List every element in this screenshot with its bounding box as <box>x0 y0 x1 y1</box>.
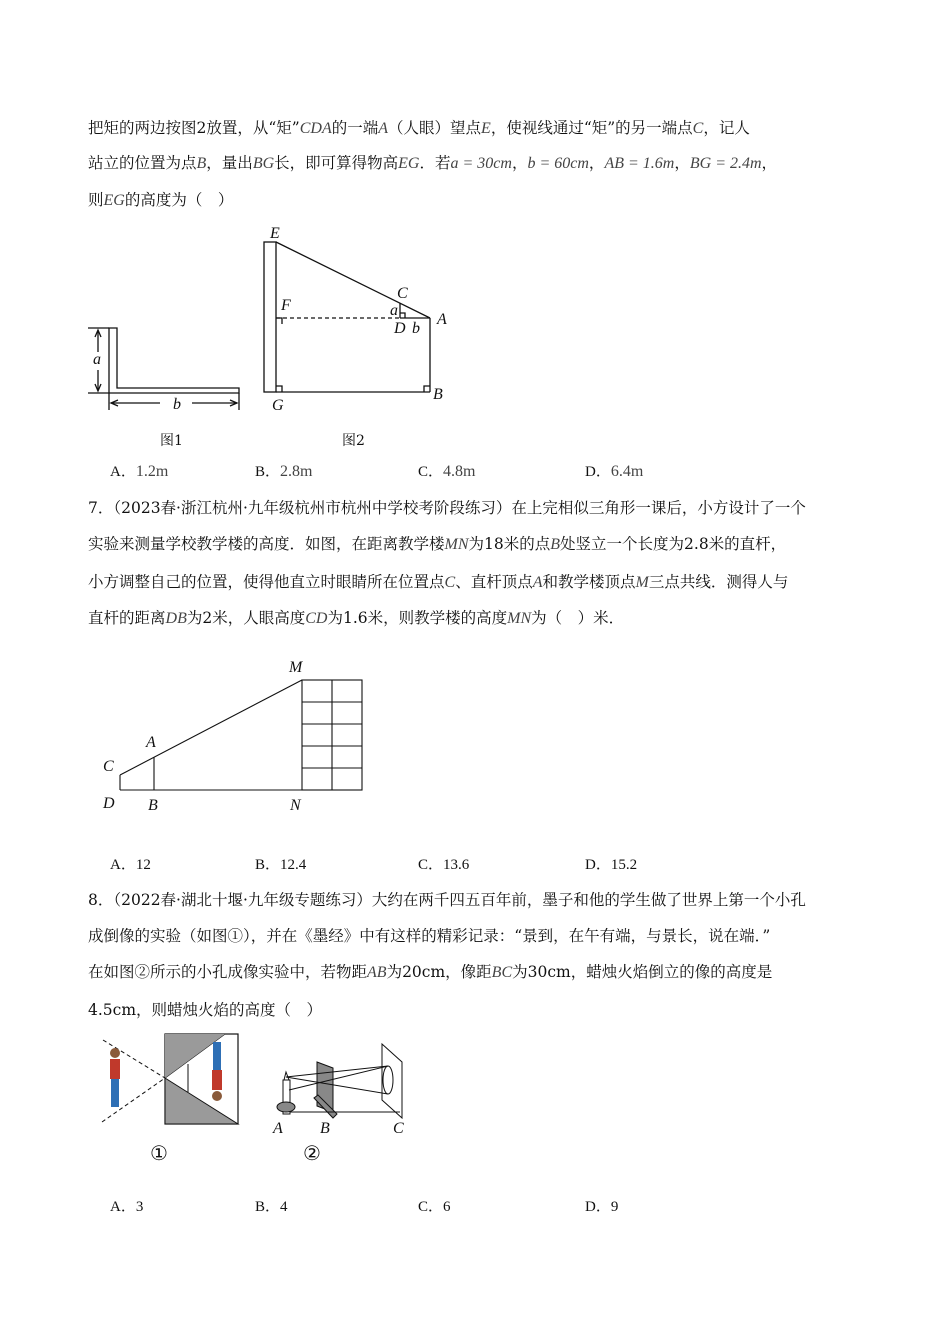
text-segment: 把矩的两边按图2放置，从“矩” <box>88 119 300 137</box>
option-value: 4 <box>280 1199 288 1215</box>
text-segment: 为18米的点 <box>468 535 551 553</box>
text-segment: ，使视线通过“矩”的另一端点 <box>490 119 693 137</box>
math-expression: BC <box>491 964 513 981</box>
option-value: 15.2 <box>610 857 638 873</box>
math-expression: AB <box>367 964 387 981</box>
q6-figure-2 <box>264 242 430 392</box>
text-segment: 、直杆顶点 <box>455 573 533 591</box>
label-B: B <box>433 386 443 403</box>
option-value: 6 <box>443 1199 451 1215</box>
text-segment: 的高度为（ ） <box>124 191 234 209</box>
math-expression: MN <box>444 536 469 553</box>
label-E: E <box>270 225 280 242</box>
fig2-caption: 图2 <box>342 433 365 449</box>
label-D: D <box>103 795 115 812</box>
option-letter: B． <box>255 1199 281 1215</box>
math-expression: B <box>196 155 207 172</box>
q6-figure-1 <box>88 328 239 410</box>
option-letter: C． <box>418 464 444 480</box>
text-segment: ，记人 <box>703 119 750 137</box>
math-expression: b = 60cm <box>527 155 589 172</box>
label-a: a <box>93 351 101 368</box>
option-letter: A． <box>110 857 136 873</box>
text-segment: 为2米，人眼高度 <box>186 609 306 627</box>
label-N: N <box>290 797 301 814</box>
person-icon <box>110 1048 120 1107</box>
option-letter: B． <box>255 857 281 873</box>
option-letter: D． <box>585 857 611 873</box>
option-value: 4.8m <box>443 463 476 480</box>
math-expression: C <box>444 574 456 591</box>
option-value: 13.6 <box>443 857 470 873</box>
option-value: 12.4 <box>280 857 307 873</box>
text-segment: ， <box>588 154 605 172</box>
math-expression: M <box>635 574 649 591</box>
text-segment: ．若 <box>419 154 451 172</box>
text-segment: 小方调整自己的位置，使得他直立时眼睛所在位置点 <box>88 573 445 591</box>
label-b: b <box>173 396 181 413</box>
text-segment: ，量出 <box>206 154 253 172</box>
text-segment: ， <box>674 154 690 172</box>
label-B: B <box>148 797 158 814</box>
text-segment: 和教学楼顶点 <box>542 573 636 591</box>
text-segment: （人眼）望点 <box>388 119 482 137</box>
text-segment: 则 <box>88 191 104 209</box>
math-expression: CDA <box>299 120 332 137</box>
text-segment: 直杆的距离 <box>88 609 166 627</box>
option-letter: A． <box>110 1199 136 1215</box>
label-A: A <box>273 1120 283 1137</box>
option-letter: D． <box>585 464 611 480</box>
text-segment: 为（ ）米． <box>531 609 625 627</box>
option-letter: B． <box>255 464 281 480</box>
math-expression: BG = 2.4m <box>689 155 762 172</box>
text-segment: 8．（2022春·湖北十堰·九年级专题练习）大约在两千四五百年前，墨子和他的学生做了世界上第一个小孔 <box>88 891 806 909</box>
label-B: B <box>320 1120 330 1137</box>
q7-figure <box>120 680 362 790</box>
math-expression: EG <box>398 155 420 172</box>
fig2-caption: ② <box>303 1141 321 1165</box>
math-expression: a = 30cm <box>450 155 512 172</box>
label-a2: a <box>390 302 398 319</box>
label-A: A <box>437 311 447 328</box>
option-letter: D． <box>585 1199 611 1215</box>
text-segment: 为20cm，像距 <box>386 963 492 981</box>
text-segment: 7．（2023春·浙江杭州·九年级杭州市杭州中学校考阶段练习）在上完相似三角形一课后，小方设计了一个 <box>88 499 806 517</box>
math-expression: MN <box>507 610 532 627</box>
math-expression: CD <box>305 610 328 627</box>
fig1-caption: 图1 <box>160 433 183 449</box>
text-segment: ， <box>511 154 528 172</box>
label-b2: b <box>412 320 420 337</box>
text-segment: 为30cm，蜡烛火焰倒立的像的高度是 <box>512 963 773 981</box>
text-segment: 站立的位置为点 <box>88 154 197 172</box>
label-C: C <box>397 285 408 302</box>
math-expression: DB <box>165 610 187 627</box>
text-segment: 实验来测量学校教学楼的高度．如图，在距离教学楼 <box>88 535 445 553</box>
option-value: 3 <box>135 1199 144 1215</box>
label-G: G <box>272 397 284 414</box>
math-expression: EG <box>103 192 125 209</box>
label-F: F <box>281 297 291 314</box>
math-expression: E <box>481 120 491 137</box>
option-letter: A． <box>110 464 136 480</box>
math-expression: C <box>692 120 704 137</box>
label-C: C <box>393 1120 404 1137</box>
math-expression: B <box>550 536 561 553</box>
q8-figure-1 <box>102 1034 238 1124</box>
option-value: 1.2m <box>135 463 169 480</box>
text-segment: 4.5cm，则蜡烛火焰的高度（ ） <box>88 1001 323 1019</box>
fig1-caption: ① <box>150 1141 168 1165</box>
math-expression: BG <box>252 155 275 172</box>
math-expression: A <box>378 120 389 137</box>
label-A: A <box>146 734 156 751</box>
option-value: 9 <box>610 1199 619 1215</box>
math-expression: A <box>532 574 543 591</box>
text-segment: 的一端 <box>331 119 379 137</box>
q8-figure-2 <box>277 1044 402 1118</box>
option-value: 2.8m <box>280 463 313 480</box>
text-segment: 三点共线．测得人与 <box>648 573 789 591</box>
label-D: D <box>394 320 406 337</box>
text-segment: 在如图②所示的小孔成像实验中，若物距 <box>88 963 368 981</box>
label-M: M <box>289 659 303 676</box>
label-C: C <box>103 758 114 775</box>
text-segment: 处竖立一个长度为2.8米的直杆， <box>560 535 787 553</box>
option-value: 6.4m <box>610 463 644 480</box>
option-letter: C． <box>418 1199 444 1215</box>
option-value: 12 <box>135 857 151 873</box>
text-segment: 长，即可算得物高 <box>274 154 399 172</box>
text-segment: 为1.6米，则教学楼的高度 <box>327 609 508 627</box>
math-expression: AB = 1.6m <box>604 155 675 172</box>
text-segment: 成倒像的实验（如图①），并在《墨经》中有这样的精彩记录：“景到，在午有端，与景长，说在端．” <box>88 927 771 945</box>
option-letter: C． <box>418 857 444 873</box>
text-segment: ， <box>761 154 778 172</box>
